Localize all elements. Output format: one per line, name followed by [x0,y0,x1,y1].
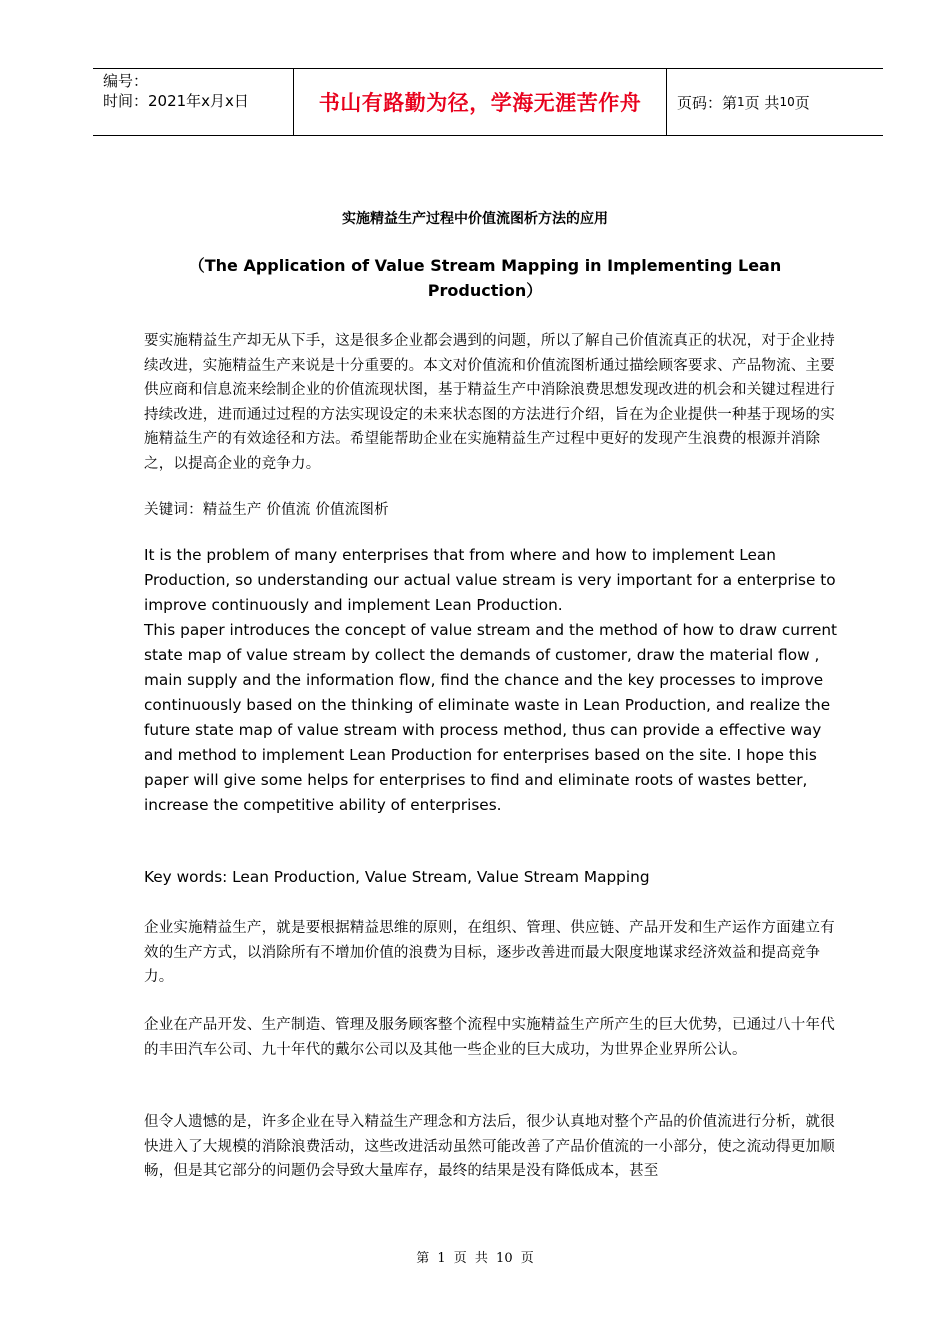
header-page-cell [667,69,883,135]
page-label: 页码：第 [677,93,738,112]
keywords-english-block [144,865,844,890]
body-text: 企业实施精益生产，就是要根据精益思维的原则，在组织、管理、供应链、产品开发和生产运作方面建立有效的生产方式，以消除所有不增加价值的浪费为目标，逐步改善进而最大限度地谋求经济效益和提高竞争力。 [144,920,835,985]
abstract-english-p1: It is the problem of many enterprises that from where and how to implement Lean Production, so understanding our actual value stream is very important for a enterprise to improve continuously and implement Lean Production. [144,546,836,614]
motto: 书山有路勤为径，学海无涯苦作舟 [318,91,642,115]
abstract-chinese-block [144,329,844,476]
body-paragraph-3 [144,1110,844,1184]
abstract-chinese: 要实施精益生产却无从下手，这是很多企业都会遇到的问题，所以了解自己价值流真正的状况，对于企业持续改进，实施精益生产来说是十分重要的。本文对价值流和价值流图析通过描绘顾客要求、产品物流、主要供应商和信息流来绘制企业的价值流现状图，基于精益生产中消除浪费思想发现改进的机会和关键过程进行持续改进，进而通过过程的方法实现设定的未来状态图的方法进行介绍，旨在为企业提供一种基于现场的实施精益生产的有效途径和方法。希望能帮助企业在实施精益生产过程中更好的发现产生浪费的根源并消除之，以提高企业的竞争力。 [144,333,835,472]
abstract-english-block [144,543,844,818]
body-text: 企业在产品开发、生产制造、管理及服务顾客整个流程中实施精益生产所产生的巨大优势，已通过八十年代的丰田汽车公司、九十年代的戴尔公司以及其他一些企业的巨大成功，为世界企业界所公认。 [144,1017,835,1058]
keywords-chinese: 关键词：精益生产 价值流 价值流图析 [144,502,389,518]
abstract-english-p2: This paper introduces the concept of value stream and the method of how to draw current state map of value stream by collect the demands of customer, draw the material flow , main supply and the information flow, find the chance and the key processes to improve continuously based on the thinking of eliminate waste in Lean Production, and realize the future state map of value stream with process method, thus can provide a effective way and method to implement Lean Production for enterprises based on the site. I hope this paper will give some helps for enterprises to find and eliminate roots of wastes better, increase the competitive ability of enterprises. [144,621,838,814]
page-total: 10 [779,95,795,109]
keywords-english: Key words: Lean Production, Value Stream, Value Stream Mapping [144,868,650,886]
header-motto-cell [294,69,667,135]
header-meta-cell [93,69,294,135]
header-table [93,68,883,136]
page-end: 页 [794,93,810,112]
keywords-chinese-block [144,498,844,523]
body-paragraph-2 [144,1013,844,1062]
page-number: 1 [737,95,745,109]
title-english: （The Application of Value Stream Mapping in Implementing Lean Production） [188,256,782,300]
page-footer: 第 1 页 共 10 页 [416,1251,534,1266]
serial-number-label: 编号： [103,72,149,90]
body-paragraph-1 [144,916,844,990]
body-text: 但令人遗憾的是，许多企业在导入精益生产理念和方法后，很少认真地对整个产品的价值流进行分析，就很快进入了大规模的消除浪费活动，这些改进活动虽然可能改善了产品价值流的一小部分，使之流动得更加顺畅，但是其它部分的问题仍会导致大量库存，最终的结果是没有降低成本，甚至 [144,1114,835,1179]
page-mid: 页 共 [744,93,780,112]
time-label: 时间：2021年x月x日 [103,92,249,110]
title-chinese: 实施精益生产过程中价值流图析方法的应用 [342,211,608,227]
